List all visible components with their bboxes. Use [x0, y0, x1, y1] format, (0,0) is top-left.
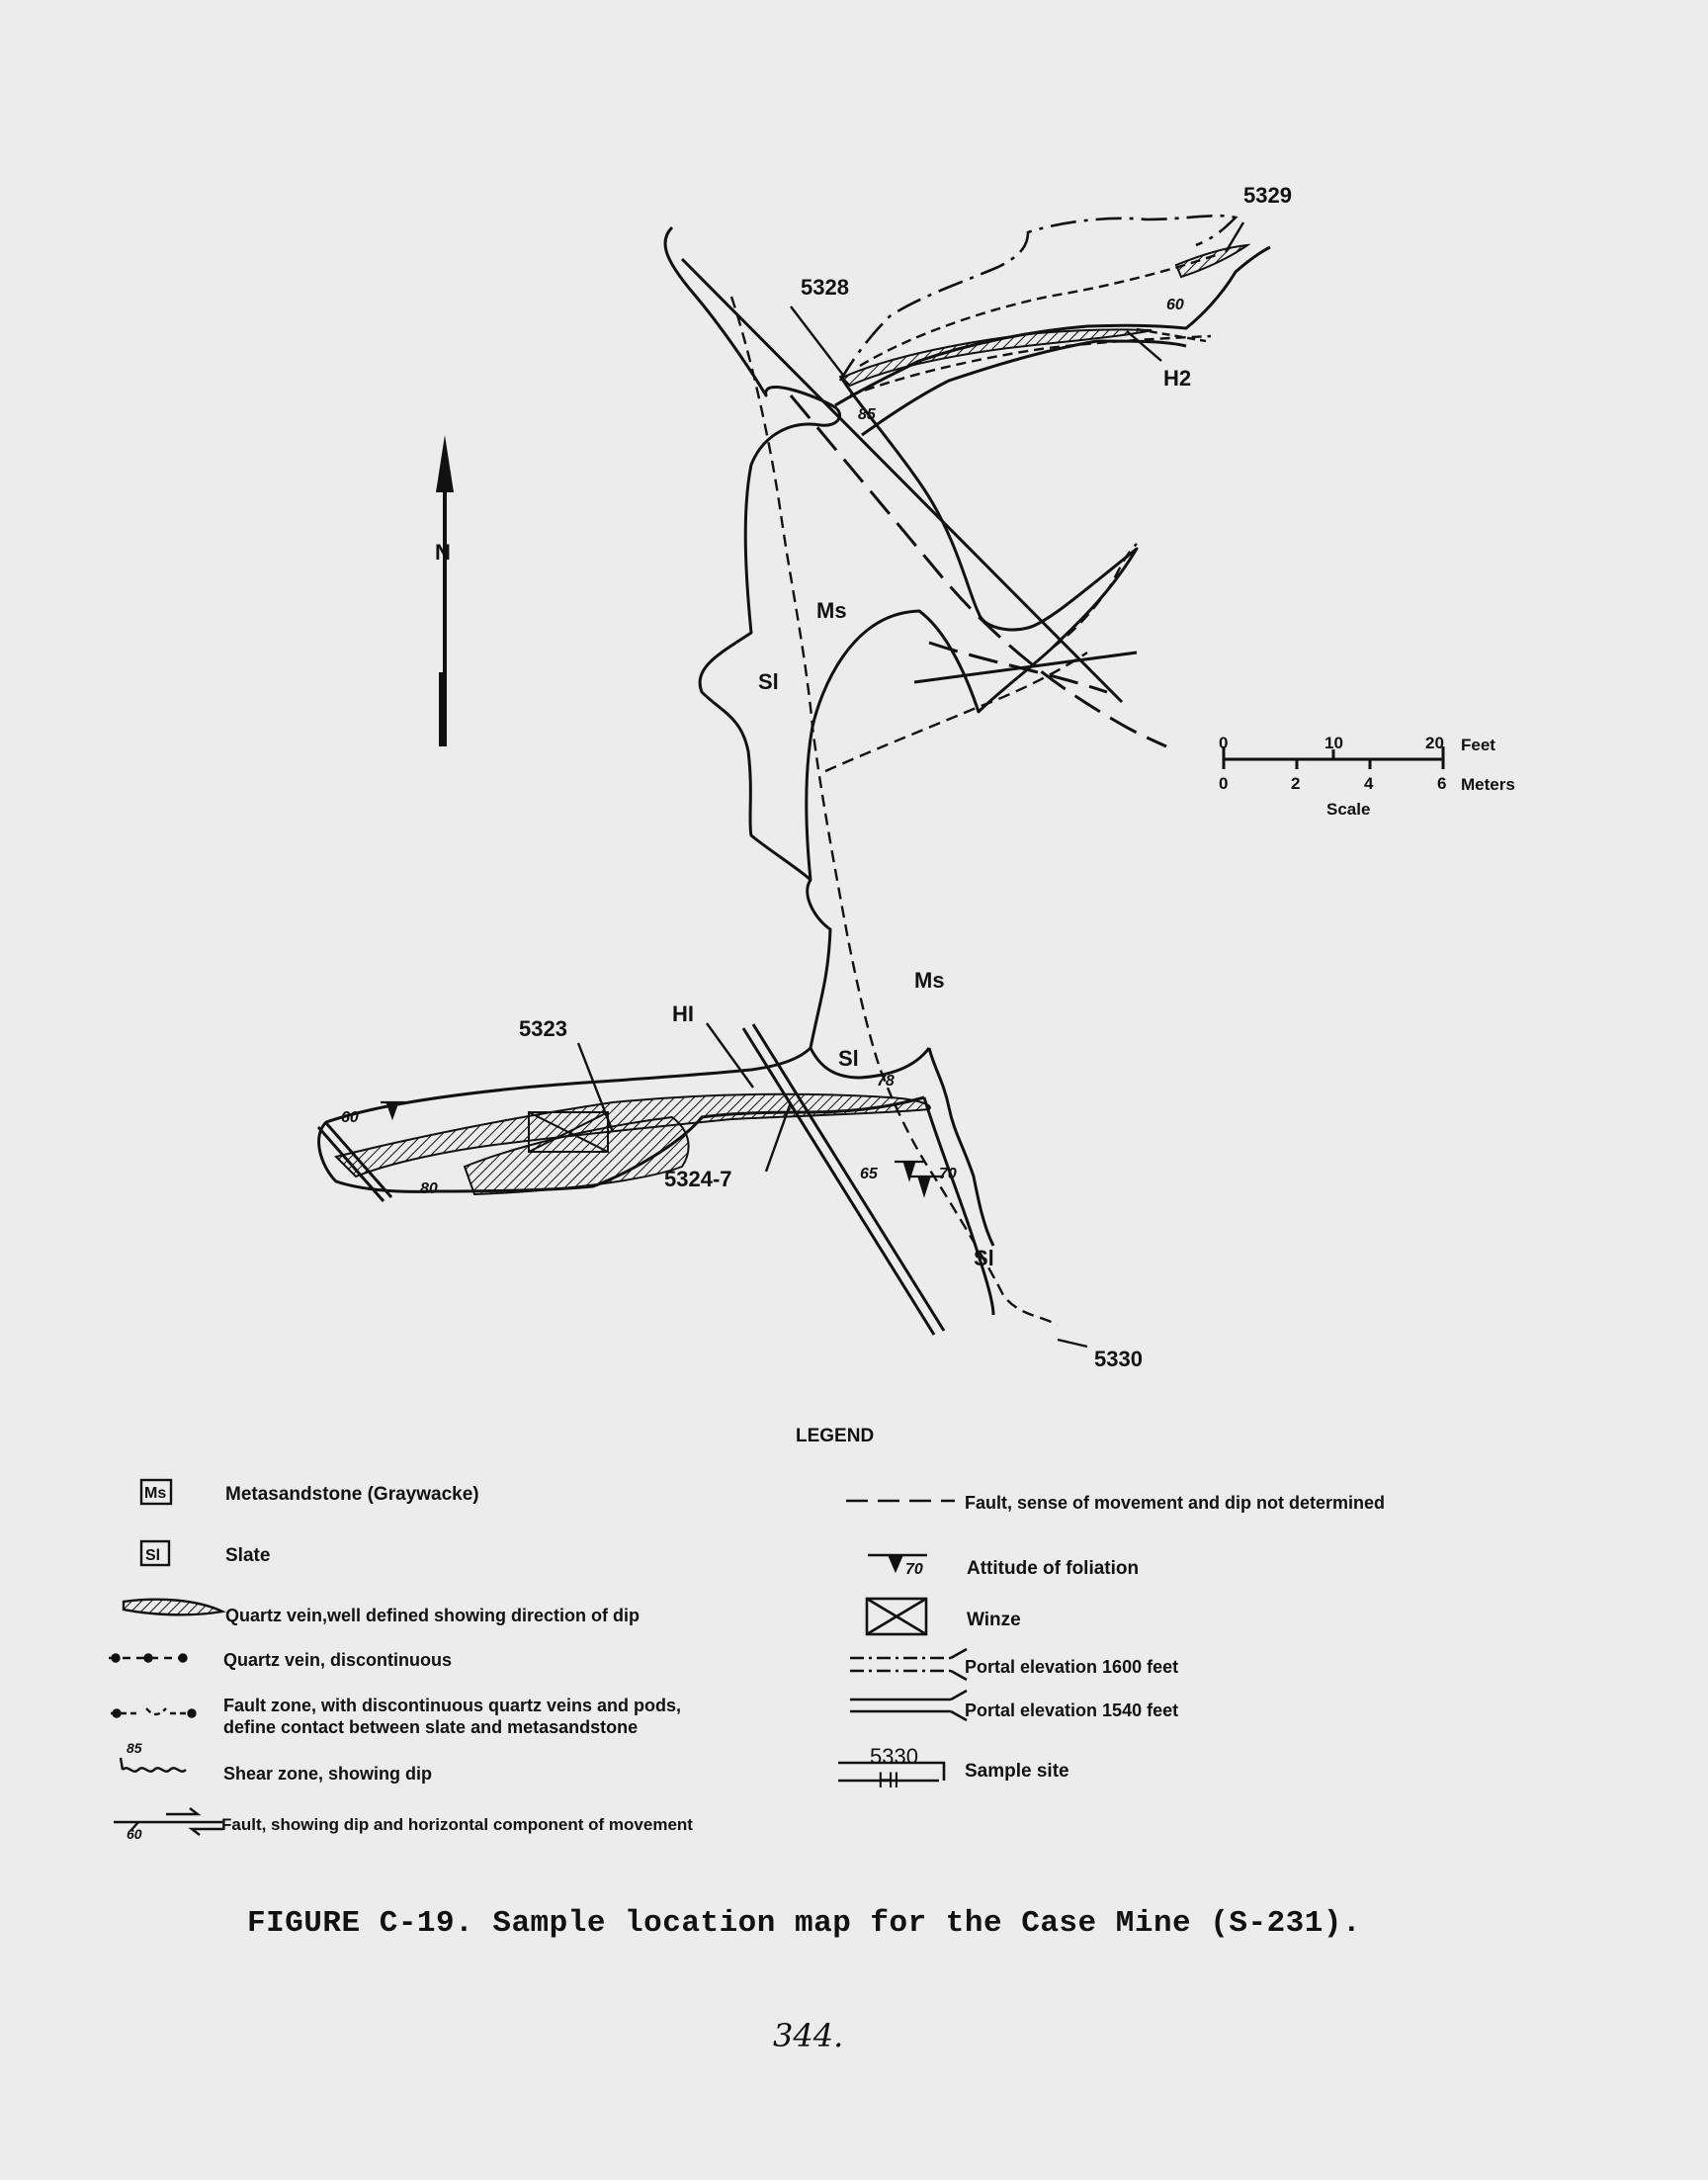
legend-slate: Slate	[225, 1545, 271, 1566]
legend-fault-undetermined: Fault, sense of movement and dip not determined	[965, 1493, 1386, 1513]
dip-70: 70	[939, 1166, 957, 1182]
legend-metasandstone: Metasandstone (Graywacke)	[225, 1484, 479, 1505]
scale-meters-2: 2	[1291, 774, 1301, 793]
label-hi: HI	[672, 1002, 694, 1026]
scale-feet-20: 20	[1425, 734, 1444, 752]
legend-sample-site: Sample site	[965, 1761, 1069, 1782]
mine-outline	[665, 227, 1137, 880]
rock-label-ms-lower: Ms	[914, 968, 945, 993]
fault-zone-icon	[111, 1708, 198, 1717]
quartz-vein-discontinuous-icon	[109, 1655, 190, 1662]
legend-left-symbols	[109, 1480, 223, 1835]
quartz-vein-hatched-icon	[124, 1600, 222, 1615]
page-number: 344.	[773, 2017, 844, 2054]
legend-right-symbols	[838, 1501, 967, 1781]
legend-sample-sym-5330: 5330	[870, 1744, 918, 1769]
legend-shear-zone: Shear zone, showing dip	[223, 1764, 433, 1784]
legend-fault-dip: 60	[127, 1826, 142, 1842]
rock-label-sl-upper: Sl	[758, 669, 779, 694]
scale-feet-unit: Feet	[1461, 736, 1495, 754]
quartz-vein-upper-east	[1053, 544, 1137, 648]
portal-1540-icon	[850, 1691, 967, 1720]
portal-1600-icon	[850, 1649, 967, 1680]
legend-fault-zone-line2: define contact between slate and metasandstone	[223, 1717, 639, 1737]
dip-60-northeast: 60	[1166, 297, 1184, 313]
scale-meters-unit: Meters	[1461, 775, 1515, 794]
legend-title: LEGEND	[796, 1426, 875, 1446]
rock-label-ms-upper: Ms	[816, 598, 847, 623]
legend-fault-zone-line1: Fault zone, with discontinuous quartz veins and pods,	[223, 1696, 682, 1715]
legend-quartz-vein-defined: Quartz vein,well defined showing direction of dip	[225, 1606, 640, 1625]
legend-foliation: Attitude of foliation	[967, 1558, 1140, 1579]
figure-caption: FIGURE C-19. Sample location map for the Case Mine (S-231).	[247, 1906, 1362, 1941]
mine-lower-south-wall	[924, 1097, 993, 1315]
scale-meters-4: 4	[1364, 774, 1374, 793]
leader-h2	[1127, 331, 1161, 361]
dip-78: 78	[877, 1073, 895, 1090]
label-5330: 5330	[1094, 1347, 1143, 1371]
label-5324-7: 5324-7	[664, 1167, 732, 1191]
label-h2: H2	[1163, 366, 1192, 391]
label-5329: 5329	[1243, 183, 1292, 208]
rock-label-sl-lower: Sl	[974, 1246, 994, 1270]
label-5328: 5328	[801, 275, 849, 300]
legend-shear-dip: 85	[127, 1740, 142, 1756]
north-arrow	[436, 435, 454, 746]
quartz-vein-east-branch	[825, 653, 1087, 771]
legend-sample-sym-hi: HI	[878, 1768, 899, 1792]
scale-meters-0: 0	[1219, 774, 1229, 793]
legend-symbol-sl: Sl	[145, 1547, 161, 1564]
legend-portal-1540: Portal elevation 1540 feet	[965, 1700, 1179, 1720]
legend-winze: Winze	[967, 1610, 1021, 1630]
foliation-symbol-70	[919, 1178, 929, 1194]
scale-label: Scale	[1326, 800, 1371, 819]
leader-5330	[1058, 1340, 1087, 1347]
north-label: N	[435, 540, 451, 565]
scale-feet-10: 10	[1324, 734, 1343, 752]
foliation-symbol-60	[387, 1103, 397, 1117]
dip-60-southwest: 60	[341, 1109, 359, 1126]
shear-zone-icon	[123, 1768, 186, 1771]
scale-meters-6: 6	[1437, 774, 1447, 793]
label-5323: 5323	[519, 1016, 567, 1041]
leader-5328	[791, 306, 845, 378]
winze-icon	[867, 1599, 926, 1634]
legend-fault-movement: Fault, showing dip and horizontal component of movement	[221, 1815, 693, 1834]
scale-feet-0: 0	[1219, 734, 1229, 752]
legend-symbol-ms: Ms	[144, 1485, 167, 1502]
legend-quartz-vein-discontinuous: Quartz vein, discontinuous	[223, 1650, 453, 1670]
dip-80: 80	[420, 1180, 438, 1197]
legend-portal-1600: Portal elevation 1600 feet	[965, 1657, 1179, 1677]
dip-65: 65	[860, 1166, 878, 1182]
fault-east-crossing	[914, 653, 1137, 682]
rock-label-sl-middle: Sl	[838, 1046, 859, 1071]
dip-85: 85	[858, 406, 876, 423]
legend-foliation-dip: 70	[905, 1561, 923, 1578]
